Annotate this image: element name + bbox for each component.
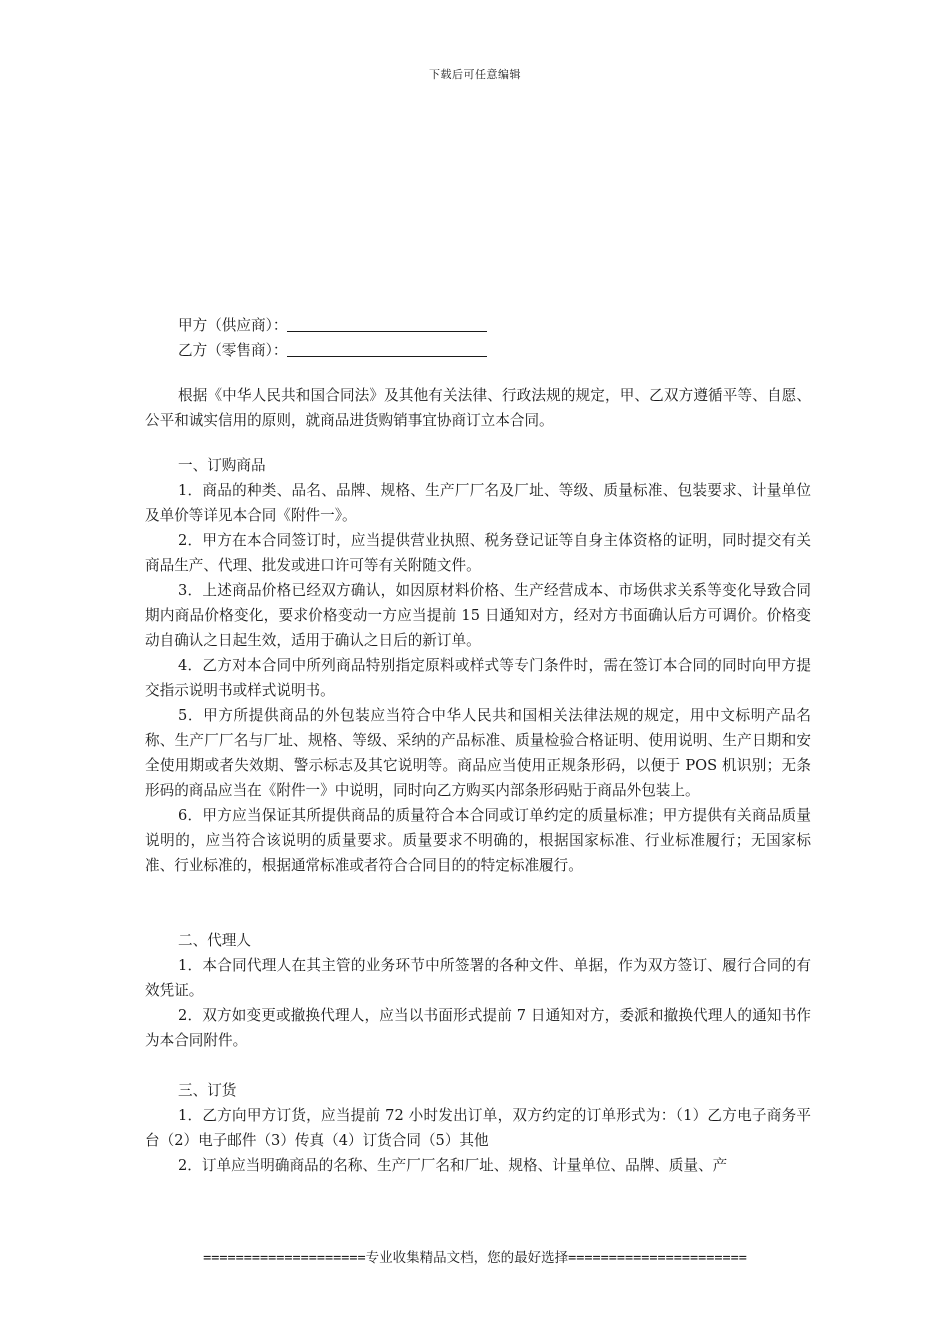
section-1-clause-6: 6．甲方应当保证其所提供商品的质量符合本合同或订单约定的质量标准；甲方提供有关商品质量说明的，应当符合该说明的质量要求。质量要求不明确的，根据国家标准、行业标准履行；无国家标准、行业标准的，根据通常标准或者符合合同目的的特定标准履行。 bbox=[145, 807, 811, 874]
section-1-title: 一、订购商品 bbox=[178, 457, 266, 474]
party-a-label: 甲方（供应商）： bbox=[178, 317, 288, 334]
section-3-title: 三、订货 bbox=[178, 1082, 237, 1099]
footer-banner: ====================专业收集精品文档，您的最好选择====================== bbox=[203, 1250, 747, 1266]
section-1-clause-1: 1．商品的种类、品名、品牌、规格、生产厂厂名及厂址、等级、质量标准、包装要求、计量单位及单价等详见本合同《附件一》。 bbox=[145, 482, 811, 524]
section-1-clause-3: 3．上述商品价格已经双方确认，如因原材料价格、生产经营成本、市场供求关系等变化导致合同期内商品价格变化，要求价格变动一方应当提前 15 日通知对方，经对方书面确认后方可调价。价格变动自确认之日起生效，适用于确认之日后的新订单。 bbox=[145, 582, 811, 649]
section-1-clause-4: 4．乙方对本合同中所列商品特别指定原料或样式等专门条件时，需在签订本合同的同时向甲方提交指示说明书或样式说明书。 bbox=[145, 657, 811, 699]
party-b-blank bbox=[287, 342, 487, 357]
section-1-clause-5: 5．甲方所提供商品的外包装应当符合中华人民共和国相关法律法规的规定，用中文标明产品名称、生产厂厂名与厂址、规格、等级、采纳的产品标准、质量检验合格证明、使用说明、生产日期和安全使用期或者失效期、警示标志及其它说明等。商品应当使用正规条形码，以便于 POS 机识别；无条形码的商品应当在《附件一》中说明，同时向乙方购买内部条形码贴于商品外包装上。 bbox=[145, 707, 811, 799]
header-note: 下载后可任意编辑 bbox=[429, 68, 521, 81]
party-b-line bbox=[145, 338, 811, 363]
contract-body bbox=[145, 313, 811, 1178]
section-2-title: 二、代理人 bbox=[178, 932, 251, 949]
intro-paragraph: 根据《中华人民共和国合同法》及其他有关法律、行政法规的规定，甲、乙双方遵循平等、自愿、公平和诚实信用的原则，就商品进货购销事宜协商订立本合同。 bbox=[145, 387, 811, 429]
section-3-clause-2: 2．订单应当明确商品的名称、生产厂厂名和厂址、规格、计量单位、品牌、质量、产 bbox=[178, 1157, 728, 1174]
section-2-clause-2: 2．双方如变更或撤换代理人，应当以书面形式提前 7 日通知对方，委派和撤换代理人的通知书作为本合同附件。 bbox=[145, 1007, 811, 1049]
section-3-clause-1: 1．乙方向甲方订货，应当提前 72 小时发出订单，双方约定的订单形式为：（1）乙方电子商务平台（2）电子邮件（3）传真（4）订货合同（5）其他 bbox=[145, 1107, 811, 1149]
party-a-line bbox=[145, 313, 811, 338]
party-a-blank bbox=[287, 317, 487, 332]
section-2-clause-1: 1．本合同代理人在其主管的业务环节中所签署的各种文件、单据，作为双方签订、履行合同的有效凭证。 bbox=[145, 957, 811, 999]
party-b-label: 乙方（零售商）： bbox=[178, 342, 288, 359]
section-1-clause-2: 2．甲方在本合同签订时，应当提供营业执照、税务登记证等自身主体资格的证明，同时提交有关商品生产、代理、批发或进口许可等有关附随文件。 bbox=[145, 532, 811, 574]
